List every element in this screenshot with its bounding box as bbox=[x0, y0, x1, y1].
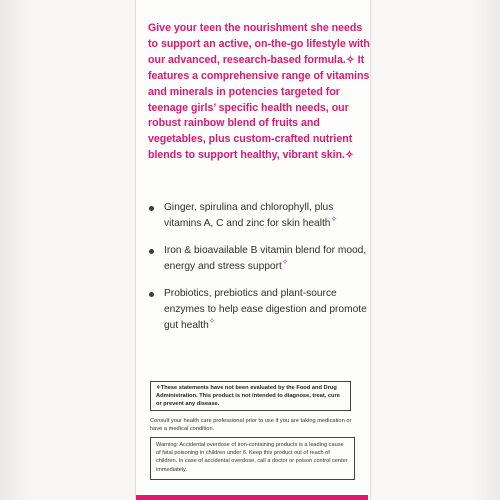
benefits-list bbox=[148, 200, 370, 333]
benefit-item-mood bbox=[148, 243, 370, 274]
disclaimer-mark: ✧ bbox=[330, 214, 338, 224]
iron-warning-box: Warning: Accidental overdose of iron-containing products is a leading cause of fatal poisoning in children under 6. Keep this product out of reach of children. In case of accidental overdose, call a doctor or poison control center immediately. bbox=[150, 437, 355, 480]
benefit-item-digestion bbox=[148, 286, 370, 333]
consult-note: Consult your health care professional prior to use if you are taking medication or have a medical condition. bbox=[150, 418, 352, 433]
bullet-dot-icon bbox=[149, 249, 154, 254]
benefit-item-skin bbox=[148, 200, 370, 231]
benefit-text: Probiotics, prebiotics and plant-source enzymes to help ease digestion and promote gut health bbox=[164, 288, 367, 331]
benefit-text: Iron & bioavailable B vitamin blend for mood, energy and stress support bbox=[164, 245, 367, 272]
bottom-accent-stripe bbox=[136, 495, 368, 500]
fda-disclaimer-box: ✧These statements have not been evaluated by the Food and Drug Administration. This product is not intended to diagnose, treat, cure or prevent any disease. bbox=[150, 381, 351, 411]
bullet-dot-icon bbox=[149, 292, 154, 297]
disclaimer-mark: ✧ bbox=[281, 257, 289, 267]
bullet-dot-icon bbox=[149, 206, 154, 211]
intro-paragraph: Give your teen the nourishment she needs to support an active, on-the-go lifestyle with our advanced, research-based formula.✧ It features a comprehensive range of vitamins and minerals in potencies targeted for teenage girls’ specific health needs, our robust rainbow blend of fruits and vegetables, plus custom-crafted nutrient blends to support healthy, vibrant skin.✧ bbox=[148, 22, 370, 162]
disclaimer-mark: ✧ bbox=[208, 316, 216, 326]
benefit-text: Ginger, spirulina and chlorophyll, plus vitamins A, C and zinc for skin health bbox=[164, 202, 334, 229]
